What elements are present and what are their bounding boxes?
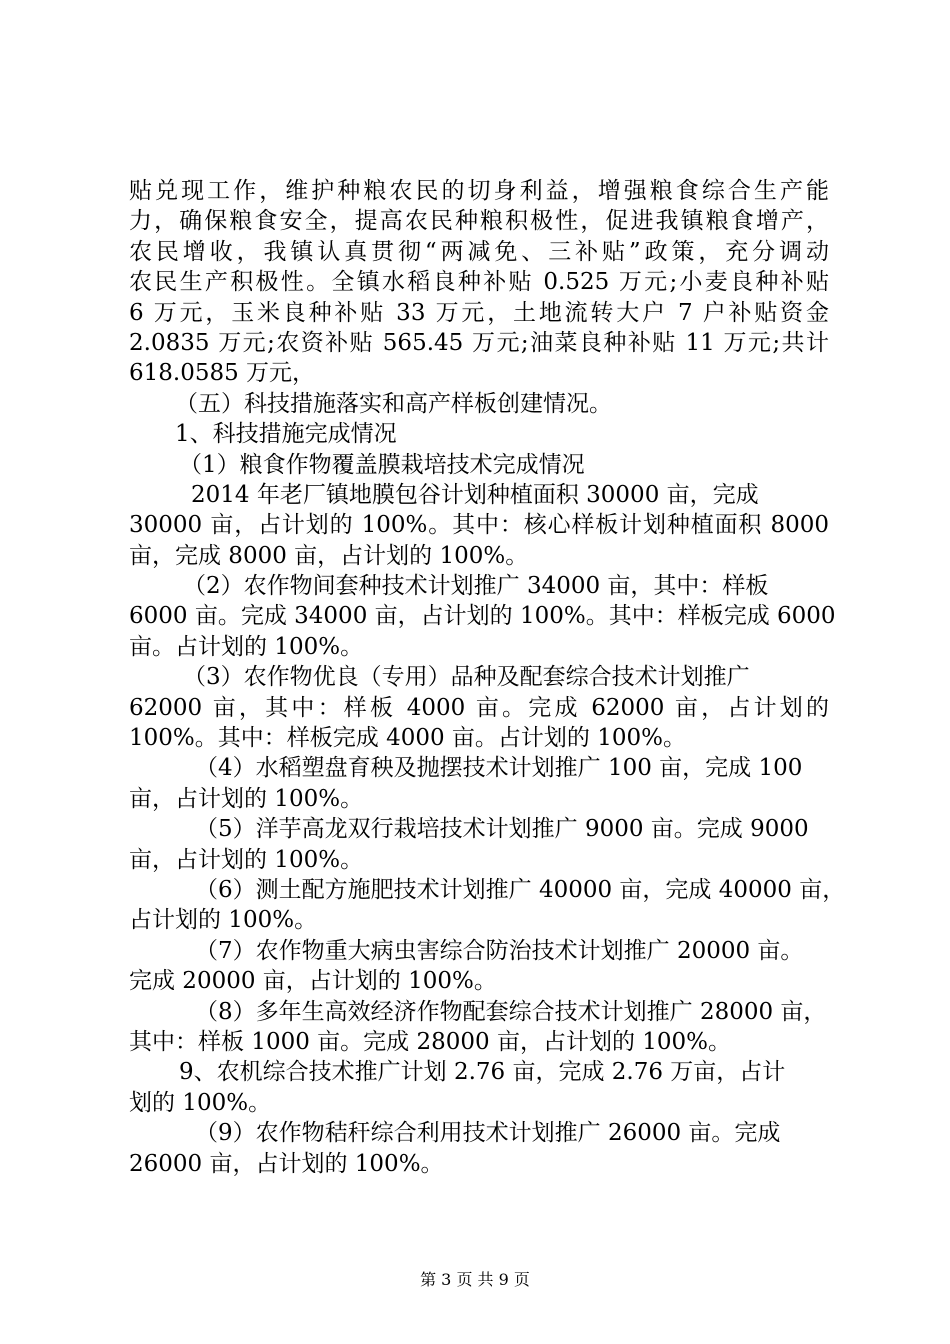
- subsection-heading: 1、科技措施完成情况: [175, 421, 397, 448]
- text-line: 6 万元，玉米良种补贴 33 万元，土地流转大户 7 户补贴资金: [129, 299, 829, 326]
- text-line: （2）农作物间套种技术计划推广 34000 亩，其中：样板: [183, 573, 769, 600]
- text-line: （6）测土配方施肥技术计划推广 40000 亩，完成 40000 亩，: [195, 876, 846, 903]
- text-line: 2.0835 万元;农资补贴 565.45 万元;油菜良种补贴 11 万元;共计: [129, 329, 829, 356]
- text-line: 6000 亩。完成 34000 亩，占计划的 100%。其中：样板完成 6000: [129, 603, 836, 630]
- item-heading: （1）粮食作物覆盖膜栽培技术完成情况: [179, 451, 585, 478]
- document-body: [129, 176, 846, 1179]
- text-line: （8）多年生高效经济作物配套综合技术计划推广 28000 亩，: [195, 998, 827, 1025]
- text-line: 力，确保粮食安全，提高农民种粮积极性，促进我镇粮食增产，: [129, 208, 829, 235]
- text-line: 其中：样板 1000 亩。完成 28000 亩，占计划的 100%。: [129, 1028, 732, 1055]
- section-heading: （五）科技措施落实和高产样板创建情况。: [175, 390, 612, 417]
- text-line: （3）农作物优良（专用）品种及配套综合技术计划推广: [183, 664, 750, 691]
- text-line: 62000 亩，其中：样板 4000 亩。完成 62000 亩，占计划的: [129, 694, 829, 721]
- page-number-label: 第 3 页 共 9 页: [420, 1270, 530, 1289]
- text-line: 占计划的 100%。: [129, 907, 318, 934]
- text-line: 完成 20000 亩，占计划的 100%。: [129, 968, 497, 995]
- text-line: 30000 亩，占计划的 100%。其中：核心样板计划种植面积 8000: [129, 512, 829, 539]
- text-line: 亩，占计划的 100%。: [129, 846, 364, 873]
- text-line: （5）洋芋高龙双行栽培技术计划推广 9000 亩。完成 9000: [195, 816, 809, 843]
- text-line: （4）水稻塑盘育秧及抛摆技术计划推广 100 亩，完成 100: [195, 755, 803, 782]
- text-line: 9、农机综合技术推广计划 2.76 亩，完成 2.76 万亩，占计: [179, 1059, 786, 1086]
- text-line: 618.0585 万元，: [129, 360, 316, 387]
- text-line: 100%。其中：样板完成 4000 亩。占计划的 100%。: [129, 725, 686, 752]
- text-line: 农民生产积极性。全镇水稻良种补贴 0.525 万元;小麦良种补贴: [129, 269, 829, 296]
- page-footer: [0, 1270, 950, 1290]
- text-line: 农民增收，我镇认真贯彻“两减免、三补贴”政策，充分调动: [129, 238, 829, 265]
- text-line: 2014 年老厂镇地膜包谷计划种植面积 30000 亩，完成: [191, 481, 759, 508]
- text-line: 亩，占计划的 100%。: [129, 785, 364, 812]
- text-line: （9）农作物秸秆综合利用技术计划推广 26000 亩。完成: [195, 1120, 781, 1147]
- text-line: （7）农作物重大病虫害综合防治技术计划推广 20000 亩。: [195, 937, 804, 964]
- text-line: 划的 100%。: [129, 1089, 272, 1116]
- text-line: 26000 亩，占计划的 100%。: [129, 1150, 444, 1177]
- text-line: 亩。占计划的 100%。: [129, 633, 364, 660]
- text-line: 亩，完成 8000 亩，占计划的 100%。: [129, 542, 529, 569]
- text-line: 贴兑现工作，维护种粮农民的切身利益，增强粮食综合生产能: [129, 178, 829, 204]
